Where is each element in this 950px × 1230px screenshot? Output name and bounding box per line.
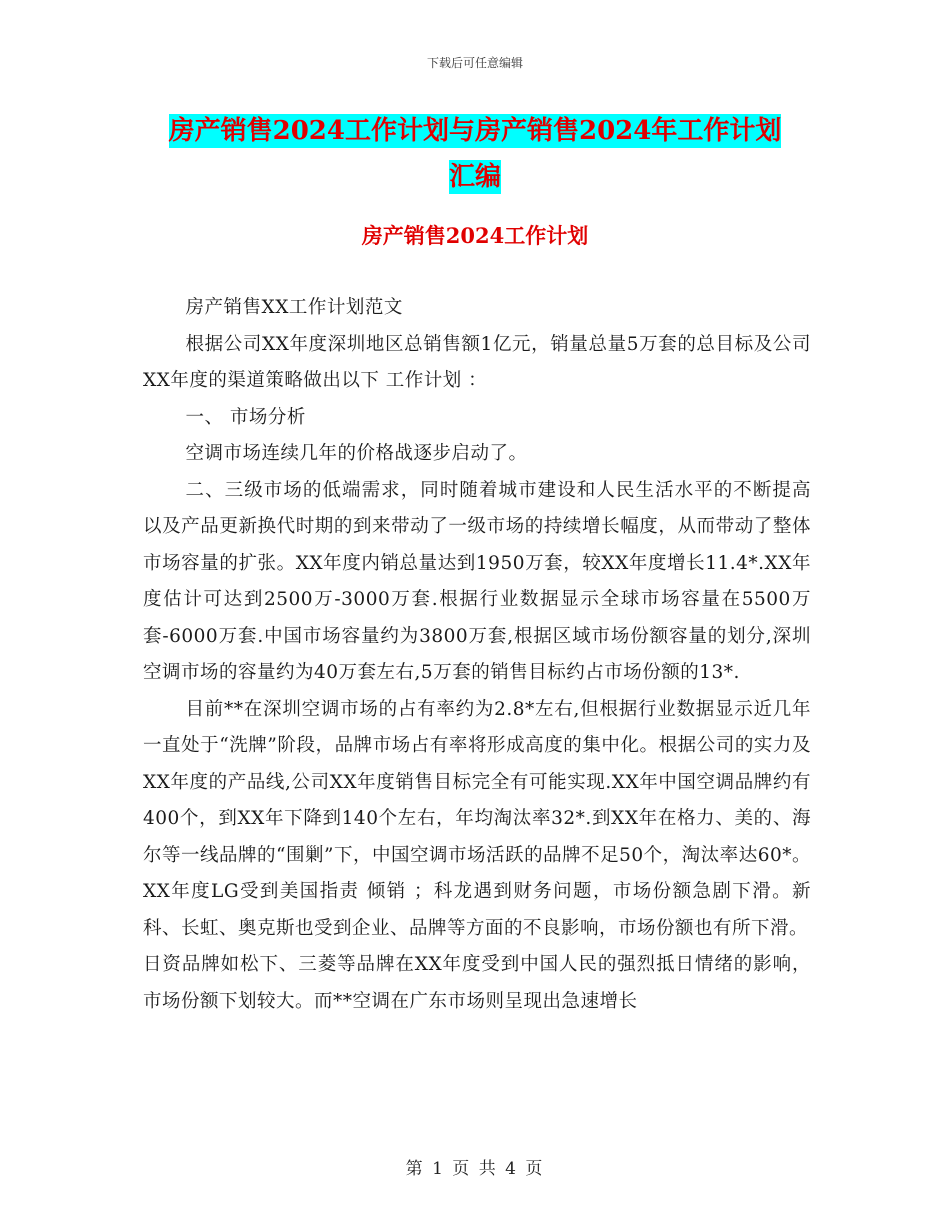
paragraph-intro: 根据公司XX年度深圳地区总销售额1亿元，销量总量5万套的总目标及公司XX年度的渠道策略做出以下 工作计划 ： bbox=[143, 333, 811, 391]
paragraph-heading: 房产销售XX工作计划范文 bbox=[185, 297, 403, 318]
paragraph-market-price-war: 空调市场连续几年的价格战逐步启动了。 bbox=[185, 443, 528, 464]
paragraph-market-capacity: 二、三级市场的低端需求，同时随着城市建设和人民生活水平的不断提高以及产品更新换代时期的到来带动了一级市场的持续增长幅度，从而带动了整体市场容量的扩张。XX年度内销总量达到1950万套，较XX年度增长11.4*.XX年度估计可达到2500万-3000万套.根据行业数据显示全球市场容量在5500万套-6000万套.中国市场容量约为3800万套,根据区域市场份额容量的划分,深圳空调市场的容量约为40万套左右,5万套的销售目标约占市场份额的13*. bbox=[143, 479, 811, 683]
document-title-line-1: 房产销售2024工作计划与房产销售2024年工作计划 bbox=[168, 116, 782, 146]
document-body bbox=[143, 290, 811, 1020]
document-title-line-2: 汇编 bbox=[448, 162, 501, 192]
paragraph-market-share: 目前**在深圳空调市场的占有率约为2.8*左右,但根据行业数据显示近几年一直处于“洗牌”阶段，品牌市场占有率将形成高度的集中化。根据公司的实力及XX年度的产品线,公司XX年度销售目标完全有可能实现.XX年中国空调品牌约有400个，到XX年下降到140个左右，年均淘汰率32*.到XX年在格力、美的、海尔等一线品牌的“围剿”下，中国空调市场活跃的品牌不足50个，淘汰率达60*。XX年度LG受到美国指责 倾销 ；科龙遇到财务问题，市场份额急剧下滑。新科、长虹、奥克斯也受到企业、品牌等方面的不良影响，市场份额也有所下滑。 bbox=[143, 698, 811, 939]
paragraph-japanese-brands: 日资品牌如松下、三菱等品牌在XX年度受到中国人民的强烈抵日情绪的影响，市场份额下划较大。而**空调在广东市场则呈现出急速增长 bbox=[143, 954, 811, 1012]
section-title: 房产销售2024工作计划 bbox=[361, 223, 589, 248]
header-note: 下载后可任意编辑 bbox=[426, 56, 523, 70]
document-title bbox=[150, 108, 800, 200]
page-number: 第 1 页 共 4 页 bbox=[405, 1159, 545, 1179]
paragraph-section-1: 一、 市场分析 bbox=[185, 406, 306, 428]
